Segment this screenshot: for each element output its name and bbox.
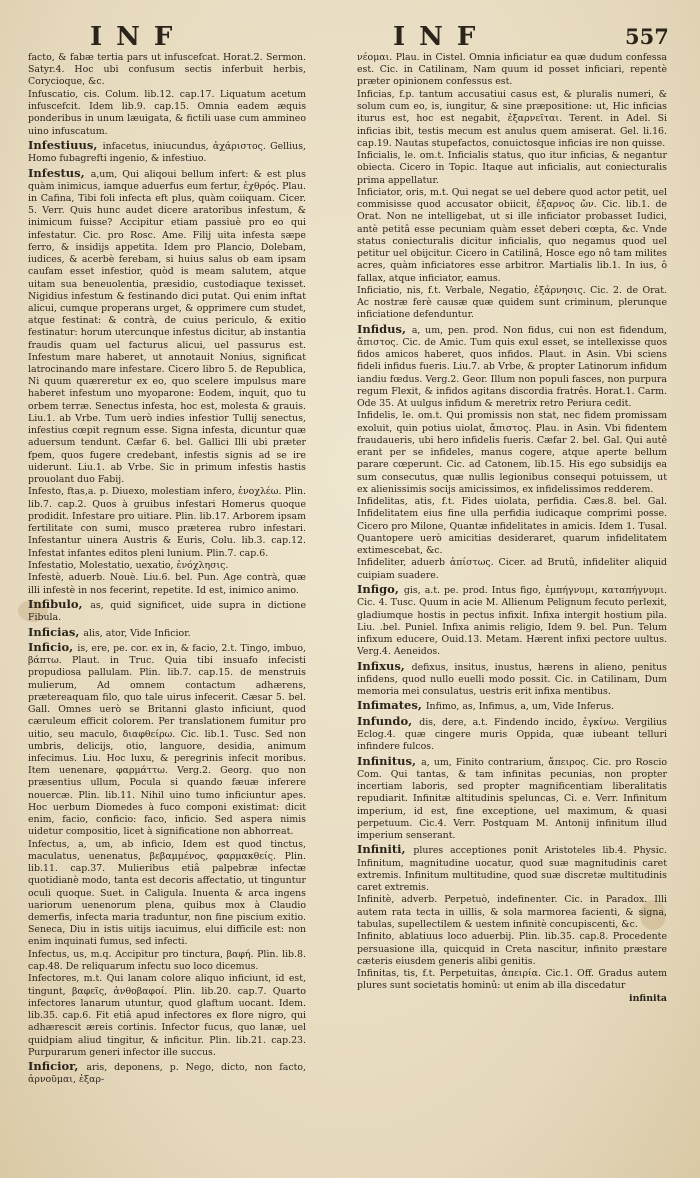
entry-headword: Infundo, <box>357 713 420 728</box>
dictionary-entry <box>357 754 667 843</box>
entry-text: gis, a.t. pe. prod. Intus figo, ἐμπήγνυμι, καταπήγνυμι. Cic. 4. Tusc. Quum in acie M. Allienum Pelignum fecuto perlexit, gladiumque hostis in pectus infixit. Infixa intergit hostium pila. Liu. .bel. Puniel. Infixa animis religio, Idem 9. bel. Pun. Telum infixum educere, Ouid.13. Metam. Hærent infixi pectore uultus. Verg.4. Aeneidos. <box>357 585 667 658</box>
entry-text: defixus, insitus, inustus, hærens in alieno, penitus infidens, quod nullo euelli modo possit. Cic. in Catilinam, Dum memoria mei consulatus, uestris erit infixa mentibus. <box>357 661 667 698</box>
entry-headword: Inficio, <box>28 639 78 654</box>
dictionary-entry <box>28 839 306 949</box>
entry-headword: Infixus, <box>357 658 412 673</box>
entry-text: a, um, Finito contrarium, ἄπειρος. Cic. pro Roscio Com. Qui tantas, & tam infinitas pecunias, non propter incertiam laboris, sed propter magnificentiam liberalitatis repudiarit. Infinitæ altitudinis speluncas, Ci. e. Verr. Infinitum imperium, id est, fine exceptione, uel maximum, & quasi perpetuum. Cic.4. Verr. Postquam M. Antonij infinitum illud imperium senserant. <box>357 756 667 841</box>
entry-text: aris, deponens, p. Nego, dicto, non facto, ἀρνοῦμαι, ἐξαρ- <box>28 1062 306 1086</box>
entry-text: infacetus, iniucundus, ἀχάριστος. Gellius, Homo fubagrefti ingenio, & infestiuo. <box>28 140 306 165</box>
entry-text: Infidelis, le. om.t. Qui promissis non stat, nec fidem promissam exoluit, quin potius uiolat, ἄπιστος. Plau. in Asin. Vbi fidentem fraudaueris, ubi hero infidelis fueris. Cæfar 2. bel. Gal. Qui autê erant per se infideles, manus cogere, atque aperte bellum parare cœperunt. Cic. ad Catonem, lib.15. His ego subsidijs ea sum consecutus, quæ nullis legionibus consequi potuissem, ut ex alienissimis socijs amicissimos, ex infidelissimos redderem. <box>357 410 667 495</box>
entry-headword: Infiniti, <box>357 842 414 857</box>
dictionary-entry <box>28 166 306 487</box>
entry-text: Infinitè, adverb. Perpetuò, indefinenter. Cic. in Paradox. Illi autem rata tecta in uillis, & sola marmorea facienti, & signa, tabulas, supellectilem & uestem infinitè concupiscenti, &c. <box>357 894 667 930</box>
entry-headword: Infestiuus, <box>28 137 103 152</box>
dictionary-entry <box>357 698 667 713</box>
entry-text: Infesto, ftas,a. p. Diuexo, molestiam infero, ἐνοχλέω. Plin. lib.7. cap.2. Quos à gruibus infestari Homerus quoque prodidit. Infestare pro uitiare. Plin. lib.17. Arborem ipsam fertilitate con sumi, musco præterea rubro infestari. Infestantur uinera Austris & Euris, Colu. lib.3. cap.12. Infestat infantes editos pleni lunium. Plin.7. cap.6. <box>28 486 306 559</box>
left-column <box>28 52 306 1172</box>
dictionary-entry <box>357 52 667 89</box>
dictionary-entry <box>357 894 667 931</box>
dictionary-entry <box>357 496 667 557</box>
dictionary-entry <box>28 560 306 572</box>
dictionary-entry <box>28 52 306 89</box>
dictionary-entry <box>357 557 667 581</box>
running-head-left: INF <box>90 22 187 52</box>
entry-text: Infestè, aduerb. Nouè. Liu.6. bel. Pun. Age contrà, quæ illi infestè in nos fecerint, repetite. Id est, inimico animo. <box>28 572 306 596</box>
dictionary-entry <box>28 572 306 596</box>
dictionary-entry <box>357 150 667 187</box>
entry-headword: Infigo, <box>357 582 404 597</box>
entry-text: facto, & fabæ tertia pars ut infuscefcat. Horat.2. Sermon. Satyr.4. Hoc ubi confusum sectis inferbuit herbis, Corycioque, &c. <box>28 52 306 88</box>
dictionary-entry <box>357 968 667 992</box>
dictionary-entry <box>28 597 306 624</box>
dictionary-entry <box>28 486 306 559</box>
dictionary-entry <box>28 138 306 165</box>
entry-text: Infidelitas, atis, f.t. Fides uiolata, perfidia. Cæs.8. bel. Gal. Infidelitatem eius fine ulla perfidia iudicaque comprimi posse. Cicero pro Milone, Quantæ infidelitates in amicis. Idem 1. Tusal. Quantopere uerò amicitias desideraret, quarum infidelitatem extimescebat, &c. <box>357 496 667 557</box>
right-column <box>357 52 667 1172</box>
entry-text: infinita <box>629 992 667 1004</box>
entry-text: Inficialis, le. om.t. Inficialis status, quo itur inficias, & negantur obiecta. Cicero in Topic. Itaque aut inficialis, aut coniecturalis prima appellatur. <box>357 150 667 186</box>
dictionary-entry <box>357 285 667 322</box>
entry-headword: Infestus, <box>28 165 91 180</box>
dictionary-entry <box>357 714 667 754</box>
dictionary-entry <box>28 89 306 138</box>
entry-text: alis, ator, Vide Inficior. <box>83 627 191 639</box>
dictionary-entry <box>28 949 306 973</box>
entry-text: Infectores, m.t. Qui lanam colore aliquo inficiunt, id est, tingunt, βαφεῖς, ἀνθοβαφοί. Plin. lib.20. cap.7. Quarto infectores lanarum utuntur, quod glaftum uocant. Idem. lib.35. cap.6. Fit etiâ apud infectores ex flore nigro, qui adhærescit æreis cortinis. Infector fucus, quo lanæ, uel quidpiam aliud tingitur, & inficitur. Plin. lib.21. cap.23. Purpurarum generi infector ille succus. <box>28 973 306 1058</box>
entry-text: Inficiator, oris, m.t. Qui negat se uel debere quod actor petit, uel commisisse quod accusator obiicit, ἐξαρνος ὤν. Cic. lib.1. de Orat. Non ne intelligebat, ut si ille inficiator probasset Iudici, antè petitâ esse pecuniam quàm esset deberi cœpta, &c. Vnde status coniecturalis dicitur inficialis, quo negamus quod uel petitur uel obijcitur. Cicero in Catilinâ, Hosce ego nô tam milites acres, quàm inficiatores esse arbitror. Martialis lib.1. In ius, ô fallax, atque inficiator, eamus. <box>357 186 667 284</box>
dictionary-entry <box>28 640 306 839</box>
entry-text: Infinito, ablatiuus loco aduerbij. Plin. lib.35. cap.8. Procedente persuasione illa, quicquid in Creta nascitur, infinito præstare cæteris eiusdem generis alibi genitis. <box>357 931 667 967</box>
entry-text: Infideliter, aduerb ἀπίστως. Cicer. ad Brutû, infideliter aliquid cuipiam suadere. <box>357 557 667 581</box>
entry-text: Infinitas, tis, f.t. Perpetuitas, ἀπειρία. Cic.1. Off. Gradus autem plures sunt societatis hominû: ut enim ab illa discedatur <box>357 968 667 992</box>
dictionary-entry <box>357 89 667 150</box>
dictionary-entry <box>357 842 667 894</box>
entry-text: as, quid significet, uide supra in dictione Fibula. <box>28 599 306 624</box>
entry-headword: Inficior, <box>28 1059 87 1074</box>
entry-text: is, ere, pe. cor. ex in, & facio, 2.t. Tingo, imbuo, βάπτω. Plaut. in Truc. Quia tibi insuafo infecisti propudiosa pallulam. Plin. lib.7. cap.15. de menstruis mulierum, Ad omnem contactum adhærens, prætereaquam filo, quo tale uirus infecerit. Cæsar 5. bel. Gall. Omnes uerò se Britanni glasto inficiunt, quod cæruleum efficit colorem. Per translationem fumitur pro uitio, seu maculo, διαφθείρω. Cic. lib.1. Tusc. Sed non umbris, delicijs, otio, languore, desidia, animum infecimus. Liu. Hoc luxu, & peregrinis infecit moribus. Item uenenare, φαρμάττω. Verg.2. Georg. quo non præsentius ullum, Pocula si quando fæuæ inferere nouercæ. Plin. lib.11. Nihil uino tumo inficiuntur apes. Hoc uerbum Diomedes à fuco componi existimat: dicit enim, facio, conficio: faco, inficio. Sed asperа nimis uidetur compositio, licet à significatione non abhorreat. <box>28 642 306 838</box>
entry-text: Infectus, us, m.q. Accipitur pro tinctura, βαφή. Plin. lib.8. cap.48. De reliquarum infectu suo loco dicemus. <box>28 948 306 973</box>
entry-headword: Infimates, <box>357 698 426 713</box>
entry-text: Infectus, a, um, ab inficio, Idem est quod tinctus, maculatus, uenenatus, βεβαμμένος, φαρμακθείς. Plin. lib.11. cap.37. Mulieribus etiâ palpebræ infectæ quotidianè modo, tanta est decoris affectatio, ut tinguntur oculi quoque. Suet. in Caligula. Inuenta & arca ingens uariorum uenenorum plena, quibus mox à Claudio demerfis, infecta maria traduntur, non fine piscium exitio. Seneca, Diu in istis uitijs iacuimus, eluі difficile est: non enim inquinati fumus, sed infecti. <box>28 838 306 948</box>
dictionary-entry <box>357 410 667 496</box>
entry-text: Infestatio, Molestatio, uexatio, ἐνόχλησις. <box>28 559 229 571</box>
dictionary-entry <box>357 582 667 658</box>
entry-text: a, um, pen. prod. Non fidus, cui non est fidendum, ἄπιστος. Cic. de Amic. Tum quis exul esset, se intellexisse quos fidos amicos haberet, quos infidos. Plaut. in Asin. Vbi sciens fideli infidus fueris. Liu.7. ab Vrbe, & propter Latinorum infidum iandiu fœdus. Verg.2. Geor. Illum non populi fasces, non purpura regum Flexit, & infidos agitans discordia fratrês. Horat.1. Carm. Ode 35. At uulgus infidum & meretrix retro Periura cedit. <box>357 324 667 410</box>
entry-text: plures acceptiones ponit Aristoteles lib.4. Physic. Infinitum, magnitudine uocatur, quod suæ magnitudinis caret extremis. Infinitum multitudine, quod suæ discretæ multitudinis caret extremis. <box>357 845 667 894</box>
entry-headword: Inficias, <box>28 624 84 639</box>
entry-text: Inficiatio, nis, f.t. Verbale, Negatio, ἐξάρνησις. Cic. 2. de Orat. Ac nostræ ferè causæ quæ quidem sunt criminum, plerunque inficiatione defenduntur. <box>357 284 667 321</box>
entry-text: a,um, Qui aliqoui bellum infert: & est plus quàm inimicus, iamque aduerfus eum fertur, ἐχθρός. Plau. in Cafina, Tibi foli infecta eft plus, quàm coiiquam. Cicer. 5. Verr. Quis hunc audet dicere aratoribus infestum, & inimicum fuisse? Accipitur etiam passiuè pro eo qui infestatur. Cic. pro Rosc. Ame. Filij uita infesta sæpe ferro, & insidijs appetita. Idem pro Plancio, Dolebam, iudices, & acerbè ferebam, si huius salus ob eam ipsam caufam esset infestior, quòd is meam salutem, atque uitam sua beneuolentia, præsidio, custodiaque texisset. Nigidius infestum & festinando dici putat. Qui enim inftat alicui, cumque properans urget, & opprimere cum studet, atque festinat: & contrà, de cuius periculo, & exitio festinatur: horum utercunque infestus dicitur, ab instantia fraudis quam uel facturus alicui, uel passurus est. Infestum mare haberet, ut annotauit Nonius, significat latrocinando mare infestare. Cicero libro 5. de Republica, Ni quum quæreretur ex eo, quo scelere impulsus mare haberet infestum uno myoparone: Eodem, inquit, quo tu orbem terræ. Senectus infesta, hoc est, molesta & grauis. Liu.1. ab Vrbe. Tum uerò indies infestior Tullij senectus, infestius cœpit regnum esse. Signa infesta, dicuntur quæ aduersum tendunt. Cæfar 6. bel. Gallici Illi ubi præter fpem, quos fugere credebant, infestis signis ad se ire uiderunt. Liu.1. ab Vrbe. Sic in primum infestis hastis prouolant duo Fabij. <box>28 168 306 485</box>
dictionary-entry <box>357 659 667 699</box>
entry-text: Inficias, f.p. tantum accusatiui casus est, & pluralis numeri, & solum cum eo, is, iungitur, & sine præpositione: ut, Hic inficias iturus est, hoc est negabit, ἐξαρνεῖται. Terent. in Adel. Si inficias ibit, testis mecum est anulus quem amiserat. Gel. li.16. cap.19. Nautas stupefactos, conuictosque inficias ire non quisse. <box>357 88 667 149</box>
entry-headword: Infidus, <box>357 321 412 336</box>
entry-text: Infuscatio, cis. Colum. lib.12. cap.17. Liquatum acetum infuscefcit. Idem lib.9. cap.15. Omnia eadem æquis ponderibus in unum læuigata, & fictili uase cum ammineo uino infuscatum. <box>28 88 306 137</box>
entry-text: dis, dere, a.t. Findendo incido, ἐγκίνω. Vergilius Eclog.4. quæ cingere muris Oppida, quæ iubeant telluri infindere fulcos. <box>357 716 667 753</box>
dictionary-entry <box>357 931 667 968</box>
running-head-right: INF <box>393 22 490 52</box>
entry-headword: Infibulo, <box>28 596 91 611</box>
entry-headword: Infinitus, <box>357 753 422 768</box>
dictionary-entry <box>357 322 667 411</box>
dictionary-entry <box>28 1059 306 1086</box>
dictionary-entry <box>357 993 667 1005</box>
entry-text: νέομαι. Plau. in Cistel. Omnia inficiatur ea quæ dudum confessa est. Cic. in Catilinam, Nam quum id posset inficiari, repentè præter opinionem confessus est. <box>357 52 667 88</box>
dictionary-entry <box>28 625 306 640</box>
entry-text: Infimo, as, Infimus, a, um, Vide Inferus. <box>425 701 615 713</box>
dictionary-entry <box>28 973 306 1059</box>
page-number: 557 <box>625 24 669 49</box>
dictionary-entry <box>357 187 667 285</box>
